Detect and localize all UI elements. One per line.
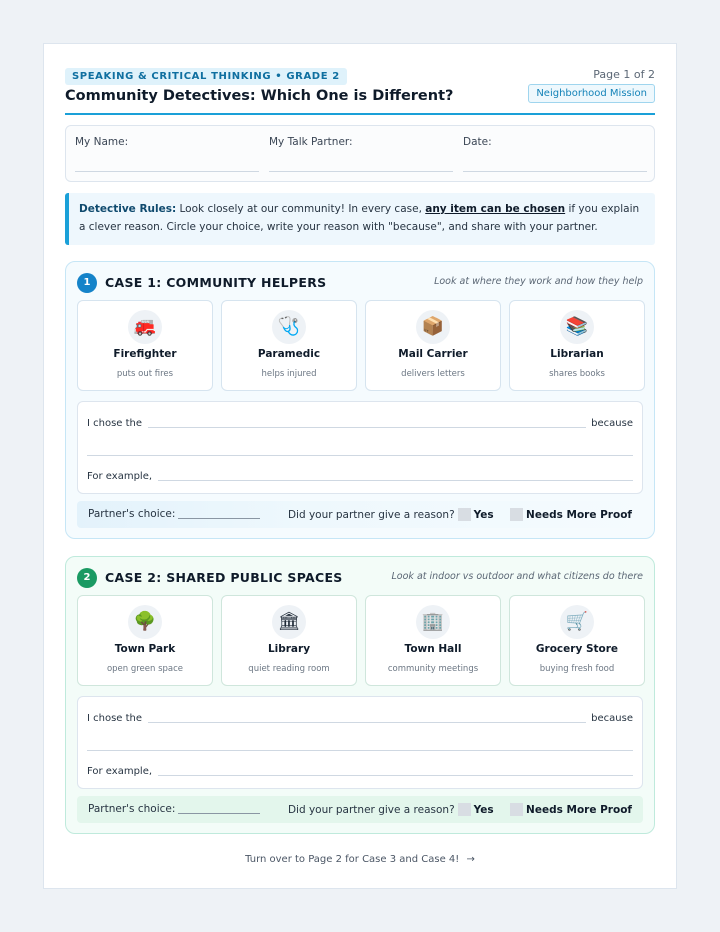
partner-question-label: Did your partner give a reason? xyxy=(287,509,455,521)
worksheet-page xyxy=(43,43,677,889)
date-line xyxy=(463,171,647,172)
partner-question xyxy=(288,508,632,521)
name-label: My Name: xyxy=(75,136,129,148)
reason-line xyxy=(87,750,633,751)
choice-line xyxy=(148,427,586,428)
choice-line xyxy=(148,722,586,723)
subject-tag: SPEAKING & CRITICAL THINKING • GRADE 2 xyxy=(65,68,347,85)
partner-choice xyxy=(88,803,260,815)
choice-card-mail-carrier[interactable] xyxy=(365,300,501,391)
partner-check-row xyxy=(77,501,643,528)
package-icon: 📦 xyxy=(416,310,450,344)
yes-label: Yes xyxy=(473,804,494,816)
example-line xyxy=(158,775,633,776)
choice-card-town-park[interactable] xyxy=(77,595,213,686)
yes-checkbox[interactable] xyxy=(458,508,471,521)
reason-line xyxy=(87,455,633,456)
fire-truck-icon: 🚒 xyxy=(128,310,162,344)
rules-heading: Detective Rules: xyxy=(79,203,177,215)
case-2 xyxy=(65,556,655,834)
chose-label: I chose the xyxy=(87,713,143,724)
partner-choice-label: Partner's choice: xyxy=(88,508,176,520)
chose-label: I chose the xyxy=(87,418,143,429)
card-description: delivers letters xyxy=(401,369,465,379)
rules-emphasis: any item can be chosen xyxy=(425,203,566,215)
partner-choice-label: Partner's choice: xyxy=(88,803,176,815)
page-footer xyxy=(65,854,655,865)
yes-checkbox[interactable] xyxy=(458,803,471,816)
card-name: Mail Carrier xyxy=(398,348,468,360)
date-label: Date: xyxy=(463,136,492,148)
tree-icon: 🌳 xyxy=(128,605,162,639)
choice-card-library[interactable] xyxy=(221,595,357,686)
page-number: Page 1 of 2 xyxy=(593,68,655,81)
needs-more-proof-label: Needs More Proof xyxy=(526,509,632,521)
rules-text-before: Look closely at our community! In every case, xyxy=(176,203,426,215)
arrow-right-icon: → xyxy=(466,854,475,865)
because-label: because xyxy=(591,418,633,429)
because-label: because xyxy=(591,713,633,724)
partner-label: My Talk Partner: xyxy=(269,136,353,148)
card-description: shares books xyxy=(549,369,605,379)
choice-card-librarian[interactable] xyxy=(509,300,645,391)
case-number-badge: 2 xyxy=(77,568,97,588)
card-name: Library xyxy=(267,643,311,655)
case-hint: Look at indoor vs outdoor and what citizens do there xyxy=(391,571,643,582)
choice-card-town-hall[interactable] xyxy=(365,595,501,686)
choice-card-paramedic[interactable] xyxy=(221,300,357,391)
card-name: Town Hall xyxy=(404,643,462,655)
card-name: Grocery Store xyxy=(535,643,619,655)
name-line xyxy=(75,171,259,172)
footer-text: Turn over to Page 2 for Case 3 and Case 4! xyxy=(245,854,460,865)
worksheet-header xyxy=(65,44,655,115)
partner-check-row xyxy=(77,796,643,823)
yes-label: Yes xyxy=(473,509,494,521)
partner-field[interactable] xyxy=(269,136,353,148)
books-icon: 📚 xyxy=(560,310,594,344)
case-hint: Look at where they work and how they help xyxy=(434,276,643,287)
needs-more-proof-checkbox[interactable] xyxy=(510,803,523,816)
partner-choice-blank[interactable] xyxy=(178,813,260,814)
partner-choice-blank[interactable] xyxy=(178,518,260,519)
office-building-icon: 🏢 xyxy=(416,605,450,639)
card-description: community meetings xyxy=(387,664,479,674)
needs-more-proof-checkbox[interactable] xyxy=(510,508,523,521)
reason-box[interactable] xyxy=(77,696,643,789)
partner-line xyxy=(269,171,453,172)
card-description: quiet reading room xyxy=(248,664,330,674)
card-description: puts out fires xyxy=(116,369,174,379)
case-title: CASE 2: SHARED PUBLIC SPACES xyxy=(105,570,343,585)
name-field[interactable] xyxy=(75,136,128,148)
choice-card-firefighter[interactable] xyxy=(77,300,213,391)
case-1 xyxy=(65,261,655,539)
student-info-box xyxy=(65,125,655,182)
detective-rules xyxy=(65,193,655,245)
choice-cards xyxy=(77,595,643,686)
stethoscope-icon: 🩺 xyxy=(272,310,306,344)
example-label: For example, xyxy=(87,766,153,777)
partner-choice xyxy=(88,508,260,520)
card-description: helps injured xyxy=(261,369,317,379)
partner-question-label: Did your partner give a reason? xyxy=(287,804,455,816)
needs-more-proof-label: Needs More Proof xyxy=(526,804,632,816)
example-label: For example, xyxy=(87,471,153,482)
card-description: open green space xyxy=(106,664,184,674)
case-title: CASE 1: COMMUNITY HELPERS xyxy=(105,275,327,290)
shopping-cart-icon: 🛒 xyxy=(560,605,594,639)
card-name: Paramedic xyxy=(257,348,321,360)
date-field[interactable] xyxy=(463,136,492,148)
card-name: Firefighter xyxy=(113,348,177,360)
case-number-badge: 1 xyxy=(77,273,97,293)
choice-cards xyxy=(77,300,643,391)
example-line xyxy=(158,480,633,481)
mission-badge: Neighborhood Mission xyxy=(528,84,655,103)
card-name: Librarian xyxy=(550,348,604,360)
card-name: Town Park xyxy=(114,643,176,655)
card-description: buying fresh food xyxy=(539,664,615,674)
partner-question xyxy=(288,803,632,816)
classical-building-icon: 🏛 xyxy=(272,605,306,639)
reason-box[interactable] xyxy=(77,401,643,494)
rules-text-after: if you explain a clever reason. Circle your choice, write your reason with "because", and share with your partner. xyxy=(79,203,640,233)
choice-card-grocery-store[interactable] xyxy=(509,595,645,686)
page-title: Community Detectives: Which One is Different? xyxy=(65,88,454,104)
